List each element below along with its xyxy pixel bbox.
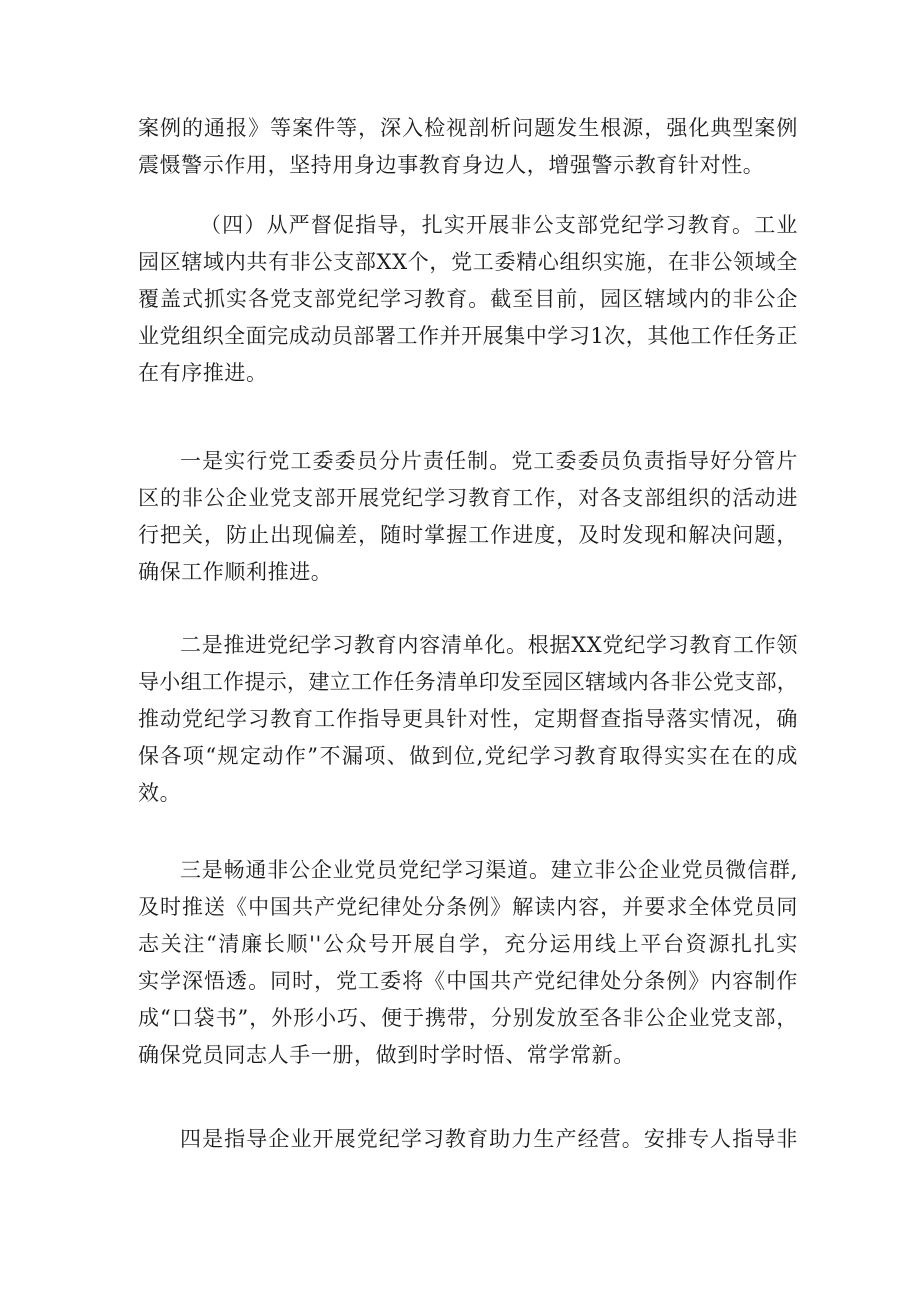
text-line: 四是指导企业开展党纪学习教育助力生产经营。安排专人指导非 xyxy=(180,1127,798,1151)
text-line: 二是推进党纪学习教育内容清单化。根据XX党纪学习教育工作领 xyxy=(180,633,798,657)
text-line: 导小组工作提示，建立工作任务清单印发至园区辖域内各非公党支部， xyxy=(138,670,798,694)
text-line: 实学深悟透。同时，党工委将《中国共产党纪律处分条例》内容制作 xyxy=(138,969,798,993)
section-heading-line: （四）从严督促指导，扎实开展非公支部党纪学习教育。工业 xyxy=(200,213,798,237)
text-line: 覆盖式抓实各党支部党纪学习教育。截至目前，园区辖域内的非公企 xyxy=(138,287,798,311)
paragraph-item-two xyxy=(138,627,798,812)
text-line: 三是畅通非公企业党员党纪学习渠道。建立非公企业党员微信群, xyxy=(180,858,798,882)
paragraph-item-one xyxy=(138,443,798,591)
text-line: 在有序推进。 xyxy=(138,361,268,385)
text-line: 保各项“规定动作”不漏项、做到位,党纪学习教育取得实实在在的成 xyxy=(138,744,798,768)
text-line: 园区辖域内共有非公支部XX个，党工委精心组织实施，在非公领域全 xyxy=(138,250,798,274)
paragraph-section-four xyxy=(138,207,798,392)
text-line: 行把关，防止出现偏差，随时掌握工作进度，及时发现和解决问题， xyxy=(138,523,798,547)
paragraph-case-warning xyxy=(138,110,798,184)
paragraph-item-four xyxy=(138,1121,798,1158)
text-line: 志关注“清廉长顺''公众号开展自学，充分运用线上平台资源扎扎实 xyxy=(138,932,798,956)
text-line: 业党组织全面完成动员部署工作并开展集中学习1次，其他工作任务正 xyxy=(138,324,798,348)
text-line: 确保党员同志人手一册，做到时学时悟、常学常新。 xyxy=(138,1043,635,1067)
text-line: 一是实行党工委委员分片责任制。党工委委员负责指导好分管片 xyxy=(180,449,798,473)
text-line: 及时推送《中国共产党纪律处分条例》解读内容，并要求全体党员同 xyxy=(138,895,798,919)
text-line: 案例的通报》等案件等，深入检视剖析问题发生根源，强化典型案例 xyxy=(138,116,798,140)
paragraph-item-three xyxy=(138,852,798,1074)
text-line: 震慑警示作用，坚持用身边事教育身边人，增强警示教育针对性。 xyxy=(138,153,765,177)
text-line: 确保工作顺利推进。 xyxy=(138,560,333,584)
text-line: 推动党纪学习教育工作指导更具针对性，定期督查指导落实情况，确 xyxy=(138,707,798,731)
text-line: 成“口袋书”，外形小巧、便于携带，分别发放至各非公企业党支部， xyxy=(138,1006,798,1030)
text-line: 区的非公企业党支部开展党纪学习教育工作，对各支部组织的活动进 xyxy=(138,486,798,510)
text-line: 效。 xyxy=(138,781,182,805)
